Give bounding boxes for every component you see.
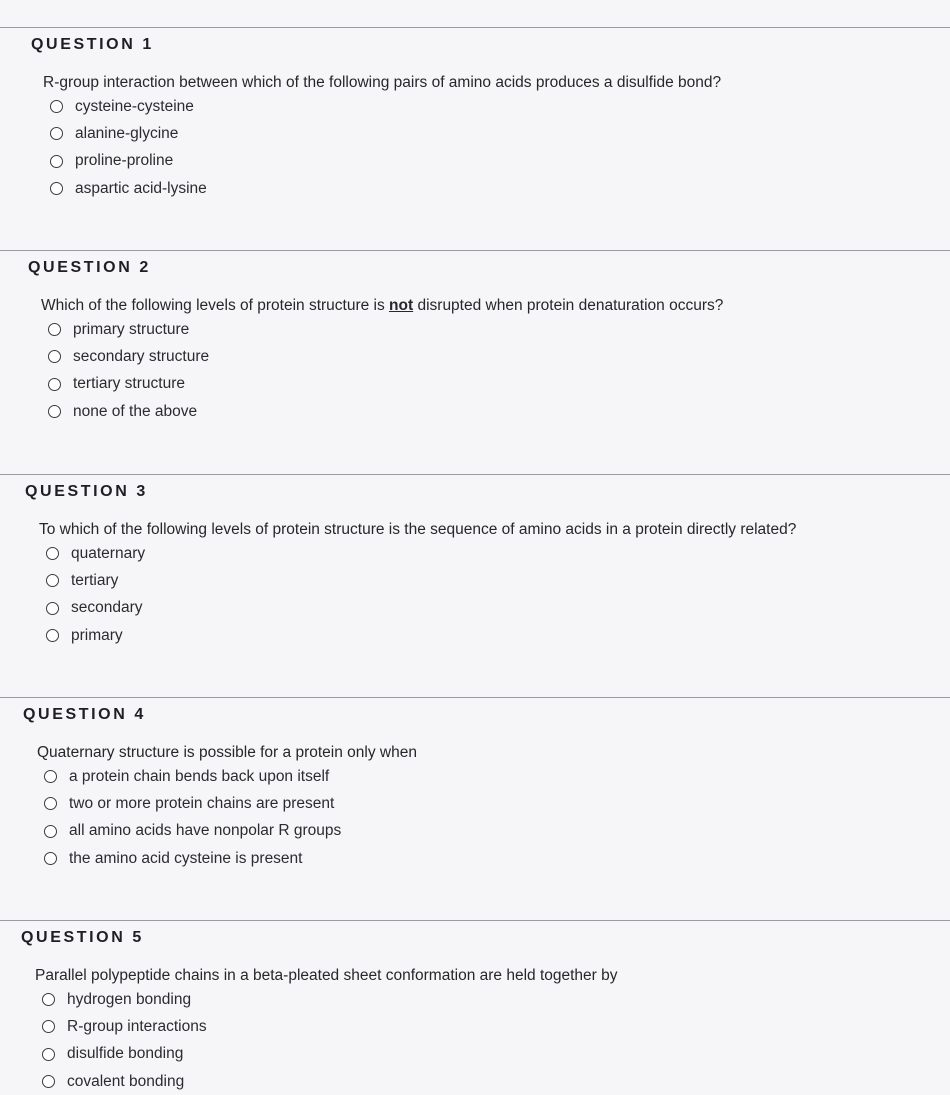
answer-options (44, 763, 341, 872)
radio-button[interactable] (50, 127, 63, 140)
question-heading: QUESTION 1 (31, 36, 154, 53)
option-label: secondary structure (73, 347, 210, 365)
question-5 (0, 920, 950, 1090)
answer-option[interactable] (50, 175, 207, 202)
question-text (41, 297, 723, 315)
question-divider (0, 920, 950, 921)
radio-button[interactable] (48, 323, 61, 336)
question-text-part: Parallel polypeptide chains in a beta-pleated sheet conformation are held together by (35, 967, 618, 984)
question-text (39, 521, 796, 539)
option-label: cysteine-cysteine (75, 97, 194, 115)
radio-button[interactable] (46, 547, 59, 560)
radio-button[interactable] (44, 770, 57, 783)
answer-options (42, 986, 207, 1095)
question-text-part: R-group interaction between which of the following pairs of amino acids produces a disulfide bond? (43, 74, 722, 91)
option-label: tertiary structure (73, 375, 185, 393)
question-1 (0, 27, 950, 250)
answer-option[interactable] (42, 1068, 207, 1095)
question-text (37, 744, 417, 762)
answer-option[interactable] (44, 790, 341, 817)
question-text-part: Quaternary structure is possible for a protein only when (37, 744, 417, 761)
answer-option[interactable] (48, 371, 209, 398)
option-label: R-group interactions (67, 1017, 207, 1035)
radio-button[interactable] (44, 797, 57, 810)
question-text (43, 74, 721, 92)
question-text (35, 967, 618, 985)
radio-button[interactable] (46, 574, 59, 587)
question-3 (0, 474, 950, 697)
answer-option[interactable] (42, 986, 207, 1013)
option-label: hydrogen bonding (67, 990, 192, 1008)
radio-button[interactable] (46, 602, 59, 615)
question-heading: QUESTION 4 (23, 706, 146, 723)
answer-option[interactable] (48, 343, 209, 370)
answer-option[interactable] (50, 148, 207, 175)
option-label: primary (71, 626, 123, 644)
radio-button[interactable] (42, 993, 55, 1006)
radio-button[interactable] (44, 825, 57, 838)
question-heading: QUESTION 3 (25, 483, 148, 500)
radio-button[interactable] (44, 852, 57, 865)
radio-button[interactable] (50, 100, 63, 113)
question-text-part: To which of the following levels of protein structure is the sequence of amino acids in a protein directly related? (39, 521, 797, 538)
radio-button[interactable] (50, 155, 63, 168)
answer-options (50, 93, 207, 202)
option-label: proline-proline (75, 152, 174, 170)
answer-option[interactable] (44, 845, 341, 872)
radio-button[interactable] (42, 1048, 55, 1061)
answer-option[interactable] (46, 540, 145, 567)
answer-options (48, 316, 209, 425)
radio-button[interactable] (48, 405, 61, 418)
question-2 (0, 250, 950, 473)
radio-button[interactable] (48, 378, 61, 391)
question-divider (0, 697, 950, 698)
answer-option[interactable] (46, 567, 145, 594)
radio-button[interactable] (48, 350, 61, 363)
option-label: tertiary (71, 571, 119, 589)
answer-option[interactable] (42, 1041, 207, 1068)
option-label: quaternary (71, 544, 146, 562)
answer-option[interactable] (44, 763, 341, 790)
question-text-emphasis: not (389, 297, 414, 314)
answer-option[interactable] (46, 622, 145, 649)
radio-button[interactable] (50, 182, 63, 195)
radio-button[interactable] (42, 1075, 55, 1088)
option-label: alanine-glycine (75, 124, 179, 142)
option-label: a protein chain bends back upon itself (69, 767, 330, 785)
radio-button[interactable] (46, 629, 59, 642)
option-label: secondary (71, 599, 143, 617)
answer-option[interactable] (48, 398, 209, 425)
option-label: all amino acids have nonpolar R groups (69, 822, 342, 840)
answer-option[interactable] (44, 818, 341, 845)
option-label: covalent bonding (67, 1072, 185, 1090)
option-label: none of the above (73, 402, 198, 420)
question-heading: QUESTION 5 (21, 929, 144, 946)
option-label: aspartic acid-lysine (75, 179, 207, 197)
question-divider (0, 474, 950, 475)
answer-option[interactable] (42, 1013, 207, 1040)
answer-options (46, 540, 145, 649)
answer-option[interactable] (50, 120, 207, 147)
question-divider (0, 250, 950, 251)
option-label: the amino acid cysteine is present (69, 849, 303, 867)
question-4 (0, 697, 950, 920)
option-label: disulfide bonding (67, 1045, 184, 1063)
question-text-part: disrupted when protein denaturation occurs? (413, 297, 724, 314)
answer-option[interactable] (46, 595, 145, 622)
option-label: primary structure (73, 320, 190, 338)
question-divider (0, 27, 950, 28)
option-label: two or more protein chains are present (69, 794, 335, 812)
answer-option[interactable] (50, 93, 207, 120)
question-text-part: Which of the following levels of protein structure is (41, 297, 390, 314)
answer-option[interactable] (48, 316, 209, 343)
radio-button[interactable] (42, 1020, 55, 1033)
question-heading: QUESTION 2 (28, 259, 151, 276)
